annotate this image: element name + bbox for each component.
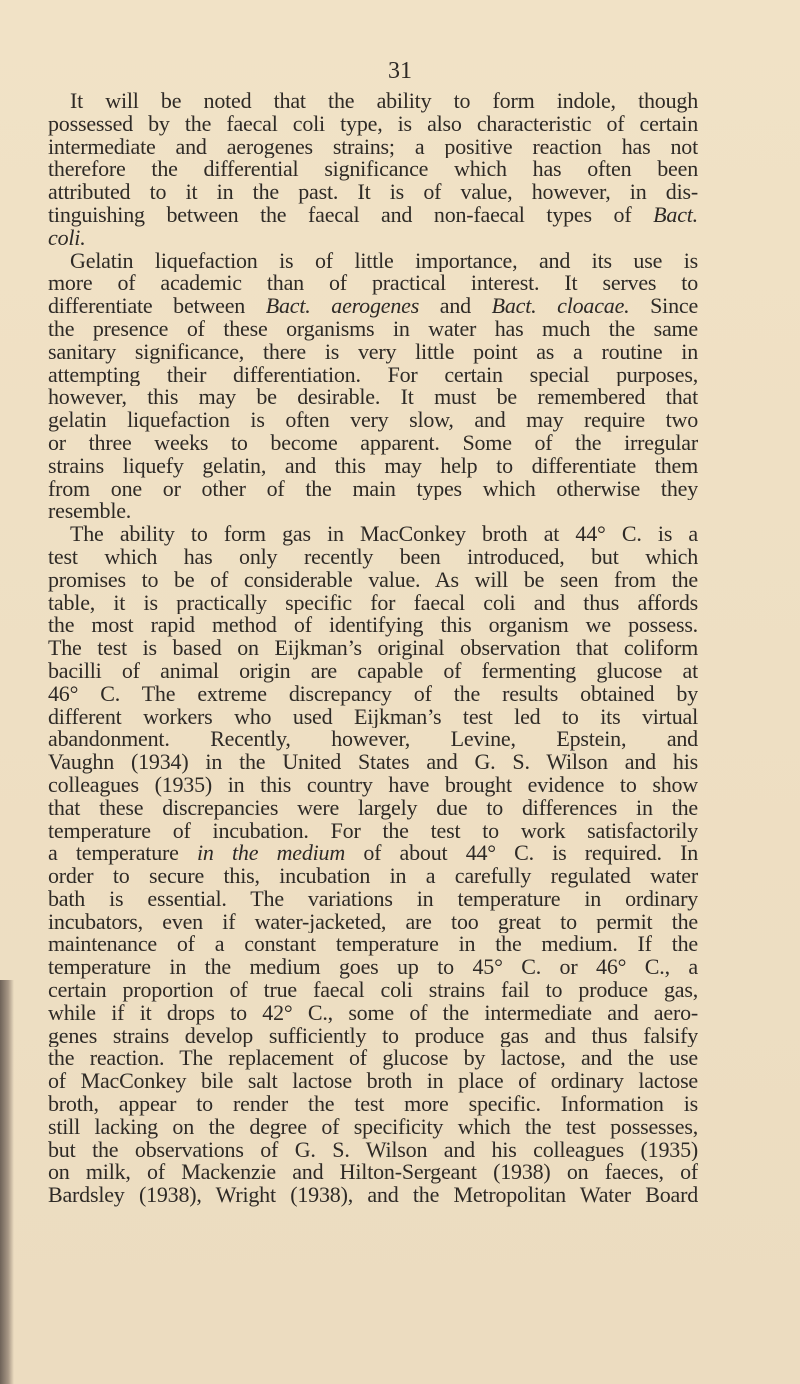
text-line [48,158,698,181]
text-line [48,295,698,318]
text-segment: attributed to it in the past. It is of value, however, in dis- [48,181,698,204]
text-line [48,500,698,523]
text-line [48,1116,698,1139]
text-line [48,706,698,729]
text-segment: but the observations of G. S. Wilson and his colleagues (1935) [48,1138,698,1162]
text-segment: order to secure this, incubation in a carefully regulated water [48,865,698,888]
text-segment: different workers who used Eijkman’s test led to its virtual [48,705,698,729]
body-text [48,90,698,1207]
text-segment: more of academic than of practical interest. It serves to [48,272,698,296]
text-segment: incubators, even if water-jacketed, are too great to permit the [48,910,698,934]
italic-text: in the medium [197,842,346,866]
text-segment: It will be noted that the ability to form indole, though [70,90,698,113]
text-line [48,364,698,387]
text-line [48,1093,698,1116]
text-segment: temperature in the medium goes up to 45° C. or 46° C., a [48,956,698,980]
page-number: 31 [388,58,412,84]
text-line [48,432,698,455]
text-line [48,842,698,865]
text-line [48,820,698,843]
text-line [48,911,698,934]
text-line [48,660,698,683]
text-segment: of about 44° C. is required. In [345,842,698,866]
text-segment: genes strains develop sufficiently to produce gas and thus falsify [48,1024,698,1048]
text-segment: or three weeks to become apparent. Some of the irregular [48,431,698,455]
text-line [48,956,698,979]
text-line [48,888,698,911]
text-line [48,933,698,956]
text-line [48,797,698,820]
text-segment: attempting their differentiation. For certain special purposes, [48,363,698,387]
text-line [48,478,698,501]
text-segment: the presence of these organisms in water has much the same [48,317,698,341]
text-line [48,523,698,546]
text-line [48,1070,698,1093]
text-segment: colleagues (1935) in this country have brought evidence to show [48,773,698,797]
text-segment: tinguishing between the faecal and non-faecal types of [48,203,654,227]
text-segment: gelatin liquefaction is often very slow, and may require two [48,409,698,432]
text-line [48,1047,698,1070]
text-segment: maintenance of a constant temperature in the medium. If the [48,933,698,957]
text-segment: certain proportion of true faecal coli strains fail to produce gas, [48,979,698,1002]
text-line [48,227,698,250]
page-edge-shadow [0,980,14,1384]
text-line [48,637,698,660]
text-line [48,728,698,751]
text-segment: from one or other of the main types which otherwise they [48,477,698,501]
text-segment: The ability to form gas in MacConkey broth at 44° C. is a [70,523,698,546]
text-segment: of MacConkey bile salt lactose broth in place of ordinary lactose [48,1070,698,1094]
text-segment: Bardsley (1938), Wright (1938), and the Metropolitan Water Board [48,1184,698,1208]
text-line [48,1139,698,1162]
text-segment: Vaughn (1934) in the United States and G. S. Wilson and his [48,751,698,774]
text-segment: a temperature [48,842,197,866]
text-line [48,1161,698,1184]
italic-text: Bact. aerogenes [265,295,420,318]
text-segment: however, this may be desirable. It must be remembered that [48,386,698,410]
text-line [48,136,698,159]
text-segment: on milk, of Mackenzie and Hilton-Sergeant (1938) on faeces, of [48,1161,698,1185]
text-segment: abandonment. Recently, however, Levine, Epstein, and [48,728,698,752]
text-segment: test which has only recently been introduced, but which [48,545,698,569]
text-segment: sanitary significance, there is very little point as a routine in [48,340,698,364]
text-segment: possessed by the faecal coli type, is also characteristic of certain [48,112,698,136]
text-segment: still lacking on the degree of specificity which the test possesses, [48,1115,698,1139]
text-line [48,751,698,774]
text-line [48,683,698,706]
text-line [48,865,698,888]
text-segment: temperature of incubation. For the test to work satisfactorily [48,819,698,843]
text-segment: and [419,295,492,318]
italic-text: Bact. [653,203,698,227]
text-segment: bath is essential. The variations in temperature in ordinary [48,887,698,911]
text-segment: while if it drops to 42° C., some of the intermediate and aero- [48,1001,698,1025]
text-segment: differentiate between [48,295,266,318]
text-line [48,250,698,273]
text-line [48,592,698,615]
text-line [48,1025,698,1048]
text-line [48,341,698,364]
text-line [48,979,698,1002]
text-segment: intermediate and aerogenes strains; a positive reaction has not [48,135,698,159]
text-line [48,90,698,113]
text-line [48,409,698,432]
italic-text: Bact. cloacae. [491,295,630,318]
text-line [48,774,698,797]
text-segment: broth, appear to render the test more specific. Information is [48,1093,698,1116]
text-line [48,272,698,295]
text-segment: therefore the differential significance which has often been [48,158,698,182]
text-segment: Since [629,295,698,318]
text-line [48,181,698,204]
text-segment: table, it is practically specific for faecal coli and thus affords [48,591,698,615]
text-line [48,204,698,227]
text-line [48,113,698,136]
italic-text: coli. [48,226,86,250]
text-segment: Gelatin liquefaction is of little importance, and its use is [70,249,698,273]
text-segment: resemble. [48,500,132,524]
text-segment: 46° C. The extreme discrepancy of the results obtained by [48,682,698,706]
text-line [48,546,698,569]
text-segment: that these discrepancies were largely due to differences in the [48,796,698,820]
text-segment: promises to be of considerable value. As will be seen from the [48,568,698,592]
text-line [48,455,698,478]
text-line [48,318,698,341]
text-segment: the most rapid method of identifying this organism we possess. [48,614,698,638]
text-segment: bacilli of animal origin are capable of fermenting glucose at [48,659,698,683]
text-segment: the reaction. The replacement of glucose by lactose, and the use [48,1047,698,1071]
text-segment: The test is based on Eijkman’s original observation that coliform [48,637,698,660]
text-line [48,386,698,409]
text-line [48,614,698,637]
text-line [48,569,698,592]
text-line [48,1184,698,1207]
text-line [48,1002,698,1025]
text-segment: strains liquefy gelatin, and this may help to differentiate them [48,454,698,478]
